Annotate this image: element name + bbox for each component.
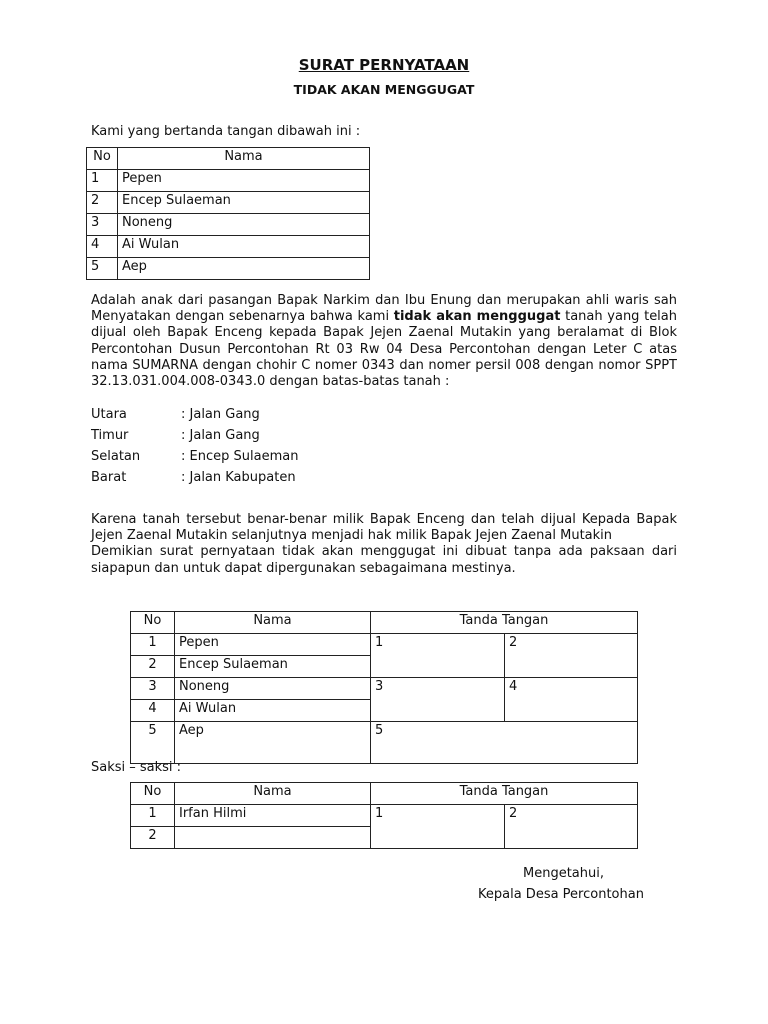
boundary-timur bbox=[91, 428, 260, 443]
cell-no: 5 bbox=[87, 258, 118, 280]
signature-table bbox=[130, 611, 638, 764]
witness-label: Saksi – saksi : bbox=[91, 760, 182, 775]
village-head-label: Kepala Desa Percontohan bbox=[478, 887, 644, 902]
statement-text-before: Adalah anak dari pasangan Bapak Narkim dan Ibu Enung dan merupakan ahli waris sah Menyatakan dengan sebenarnya bahwa kami bbox=[91, 293, 677, 325]
cell-no: 5 bbox=[131, 722, 175, 764]
table-row bbox=[87, 170, 370, 192]
signatory-table bbox=[86, 147, 370, 280]
cell-no: 3 bbox=[131, 678, 175, 700]
header-no: No bbox=[87, 148, 118, 170]
cell-nama: Noneng bbox=[175, 678, 371, 700]
header-no: No bbox=[131, 612, 175, 634]
header-tanda-tangan: Tanda Tangan bbox=[371, 783, 638, 805]
boundary-direction: Utara bbox=[91, 407, 127, 422]
cell-nama: Noneng bbox=[118, 214, 370, 236]
header-tanda-tangan: Tanda Tangan bbox=[371, 612, 638, 634]
table-row bbox=[87, 236, 370, 258]
signature-cell[interactable]: 1 bbox=[371, 634, 505, 678]
boundary-value: : Jalan Gang bbox=[181, 428, 260, 443]
table-row bbox=[131, 722, 638, 764]
cell-no: 4 bbox=[131, 700, 175, 722]
ownership-paragraph: Karena tanah tersebut benar-benar milik Bapak Enceng dan telah dijual Kepada Bapak Jejen Zaenal Mutakin selanjutnya menjadi hak milik Bapak Jejen Zaenal Mutakin bbox=[91, 512, 677, 544]
boundary-value: : Jalan Kabupaten bbox=[181, 470, 296, 485]
cell-nama: Aep bbox=[118, 258, 370, 280]
boundary-direction: Timur bbox=[91, 428, 129, 443]
statement-bold-text: tidak akan menggugat bbox=[393, 309, 561, 325]
document-subtitle: TIDAK AKAN MENGGUGAT bbox=[293, 82, 475, 97]
closing-paragraphs bbox=[91, 512, 677, 577]
table-row bbox=[87, 214, 370, 236]
cell-no: 3 bbox=[87, 214, 118, 236]
signature-cell[interactable]: 5 bbox=[371, 722, 638, 764]
cell-nama: Aep bbox=[175, 722, 371, 764]
cell-no: 4 bbox=[87, 236, 118, 258]
signature-cell[interactable]: 4 bbox=[505, 678, 638, 722]
witness-table bbox=[130, 782, 638, 849]
cell-nama: Irfan Hilmi bbox=[175, 805, 371, 827]
cell-nama: Ai Wulan bbox=[175, 700, 371, 722]
cell-nama: Pepen bbox=[118, 170, 370, 192]
header-nama: Nama bbox=[175, 612, 371, 634]
header-nama: Nama bbox=[175, 783, 371, 805]
intro-text: Kami yang bertanda tangan dibawah ini : bbox=[91, 124, 361, 139]
boundary-value: : Jalan Gang bbox=[181, 407, 260, 422]
cell-no: 2 bbox=[87, 192, 118, 214]
cell-nama bbox=[175, 827, 371, 849]
table-header-row bbox=[131, 783, 638, 805]
declaration-paragraph: Demikian surat pernyataan tidak akan menggugat ini dibuat tanpa ada paksaan dari siapapun dan untuk dapat dipergunakan sebagaimana mestinya. bbox=[91, 544, 677, 576]
statement-paragraph bbox=[91, 293, 677, 390]
cell-nama: Pepen bbox=[175, 634, 371, 656]
boundary-direction: Barat bbox=[91, 470, 127, 485]
signature-cell[interactable]: 1 bbox=[371, 805, 505, 849]
table-row bbox=[87, 192, 370, 214]
cell-no: 1 bbox=[131, 634, 175, 656]
cell-no: 1 bbox=[87, 170, 118, 192]
table-row bbox=[131, 805, 638, 827]
boundary-direction: Selatan bbox=[91, 449, 141, 464]
header-no: No bbox=[131, 783, 175, 805]
table-header-row bbox=[87, 148, 370, 170]
cell-nama: Encep Sulaeman bbox=[175, 656, 371, 678]
boundary-value: : Encep Sulaeman bbox=[181, 449, 299, 464]
table-row bbox=[87, 258, 370, 280]
table-header-row bbox=[131, 612, 638, 634]
table-row bbox=[131, 634, 638, 656]
header-nama: Nama bbox=[118, 148, 370, 170]
statement-text-after: tanah yang telah dijual oleh Bapak Enceng kepada Bapak Jejen Zaenal Mutakin yang beralamat di Blok Percontohan Dusun Percontohan Rt 03 Rw 04 Desa Percontohan dengan Leter C atas nama SUMARNA dengan chohir C nomer 0343 dan nomer persil 008 dengan nomor SPPT 32.13.031.004.008-0343.0 dengan batas-batas tanah : bbox=[91, 309, 678, 390]
cell-no: 2 bbox=[131, 827, 175, 849]
boundary-utara bbox=[91, 407, 260, 422]
acknowledgement-label: Mengetahui, bbox=[523, 866, 604, 881]
cell-nama: Ai Wulan bbox=[118, 236, 370, 258]
boundary-selatan bbox=[91, 449, 298, 464]
cell-no: 1 bbox=[131, 805, 175, 827]
signature-cell[interactable]: 2 bbox=[505, 634, 638, 678]
document-title: SURAT PERNYATAAN bbox=[298, 56, 470, 74]
cell-no: 2 bbox=[131, 656, 175, 678]
signature-cell[interactable]: 3 bbox=[371, 678, 505, 722]
signature-cell[interactable]: 2 bbox=[505, 805, 638, 849]
cell-nama: Encep Sulaeman bbox=[118, 192, 370, 214]
table-row bbox=[131, 678, 638, 700]
boundary-barat bbox=[91, 470, 296, 485]
